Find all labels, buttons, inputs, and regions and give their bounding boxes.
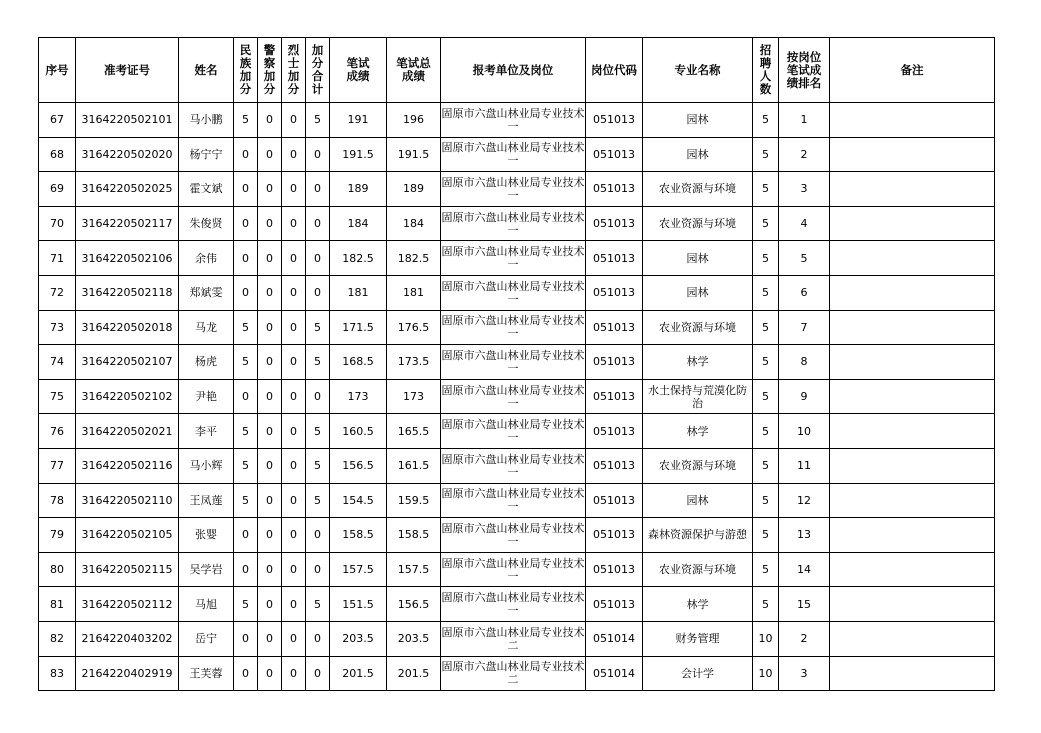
cell-rank: 2 [779, 621, 830, 656]
cell-rank: 14 [779, 552, 830, 587]
cell-rank: 1 [779, 103, 830, 138]
cell-written-total: 173.5 [387, 345, 441, 380]
cell-bonus-total: 0 [306, 206, 330, 241]
cell-written-score: 181 [330, 275, 387, 310]
cell-bonus-total: 5 [306, 448, 330, 483]
table-row [39, 103, 995, 138]
cell-martyr-bonus: 0 [282, 656, 306, 691]
cell-seq: 67 [39, 103, 76, 138]
cell-major: 森林资源保护与游憩 [643, 518, 753, 553]
cell-unit-position: 固原市六盘山林业局专业技术一 [441, 206, 586, 241]
cell-exam-id: 2164220402919 [76, 656, 179, 691]
cell-remarks [830, 172, 995, 207]
cell-remarks [830, 206, 995, 241]
cell-police-bonus: 0 [258, 310, 282, 345]
cell-martyr-bonus: 0 [282, 275, 306, 310]
cell-martyr-bonus: 0 [282, 103, 306, 138]
cell-ethnic-bonus: 0 [234, 552, 258, 587]
cell-unit-position: 固原市六盘山林业局专业技术一 [441, 552, 586, 587]
table-row [39, 379, 995, 414]
cell-remarks [830, 414, 995, 449]
table-row [39, 241, 995, 276]
cell-rank: 9 [779, 379, 830, 414]
cell-major: 林学 [643, 587, 753, 622]
cell-rank: 6 [779, 275, 830, 310]
cell-major: 园林 [643, 137, 753, 172]
table-row [39, 518, 995, 553]
cell-recruit-count: 5 [753, 414, 779, 449]
cell-recruit-count: 5 [753, 483, 779, 518]
cell-unit-position: 固原市六盘山林业局专业技术一 [441, 241, 586, 276]
cell-ethnic-bonus: 5 [234, 103, 258, 138]
cell-position-code: 051013 [586, 345, 643, 380]
cell-rank: 8 [779, 345, 830, 380]
cell-written-total: 158.5 [387, 518, 441, 553]
cell-written-total: 165.5 [387, 414, 441, 449]
cell-written-total: 159.5 [387, 483, 441, 518]
cell-major: 林学 [643, 414, 753, 449]
cell-police-bonus: 0 [258, 345, 282, 380]
table-row [39, 587, 995, 622]
cell-police-bonus: 0 [258, 241, 282, 276]
cell-written-total: 157.5 [387, 552, 441, 587]
cell-rank: 13 [779, 518, 830, 553]
header-unit-position: 报考单位及岗位 [441, 38, 586, 103]
cell-bonus-total: 0 [306, 621, 330, 656]
cell-written-score: 182.5 [330, 241, 387, 276]
cell-unit-position: 固原市六盘山林业局专业技术一 [441, 414, 586, 449]
cell-seq: 80 [39, 552, 76, 587]
cell-bonus-total: 0 [306, 241, 330, 276]
cell-seq: 82 [39, 621, 76, 656]
cell-police-bonus: 0 [258, 552, 282, 587]
cell-remarks [830, 379, 995, 414]
cell-recruit-count: 5 [753, 552, 779, 587]
cell-recruit-count: 5 [753, 345, 779, 380]
cell-recruit-count: 5 [753, 310, 779, 345]
cell-bonus-total: 0 [306, 552, 330, 587]
cell-martyr-bonus: 0 [282, 414, 306, 449]
cell-bonus-total: 0 [306, 137, 330, 172]
cell-seq: 70 [39, 206, 76, 241]
table-row [39, 275, 995, 310]
cell-ethnic-bonus: 5 [234, 414, 258, 449]
cell-ethnic-bonus: 0 [234, 656, 258, 691]
cell-seq: 76 [39, 414, 76, 449]
cell-exam-id: 3164220502110 [76, 483, 179, 518]
cell-martyr-bonus: 0 [282, 206, 306, 241]
cell-written-total: 191.5 [387, 137, 441, 172]
cell-unit-position: 固原市六盘山林业局专业技术一 [441, 518, 586, 553]
cell-police-bonus: 0 [258, 621, 282, 656]
header-rank: 按岗位笔试成绩排名 [779, 38, 830, 103]
table-row [39, 656, 995, 691]
cell-exam-id: 3164220502107 [76, 345, 179, 380]
cell-written-total: 189 [387, 172, 441, 207]
cell-written-score: 154.5 [330, 483, 387, 518]
cell-unit-position: 固原市六盘山林业局专业技术一 [441, 103, 586, 138]
table-row [39, 137, 995, 172]
cell-seq: 78 [39, 483, 76, 518]
cell-police-bonus: 0 [258, 103, 282, 138]
cell-name: 王芙蓉 [179, 656, 234, 691]
cell-seq: 71 [39, 241, 76, 276]
cell-recruit-count: 5 [753, 518, 779, 553]
table-row [39, 172, 995, 207]
cell-recruit-count: 5 [753, 241, 779, 276]
cell-bonus-total: 0 [306, 379, 330, 414]
cell-written-score: 157.5 [330, 552, 387, 587]
cell-martyr-bonus: 0 [282, 483, 306, 518]
cell-name: 马龙 [179, 310, 234, 345]
cell-recruit-count: 5 [753, 137, 779, 172]
table-row [39, 483, 995, 518]
cell-bonus-total: 5 [306, 483, 330, 518]
cell-position-code: 051013 [586, 448, 643, 483]
cell-ethnic-bonus: 0 [234, 137, 258, 172]
cell-position-code: 051013 [586, 379, 643, 414]
cell-major: 农业资源与环境 [643, 206, 753, 241]
cell-exam-id: 3164220502101 [76, 103, 179, 138]
header-major: 专业名称 [643, 38, 753, 103]
cell-rank: 3 [779, 172, 830, 207]
table-row [39, 206, 995, 241]
cell-bonus-total: 5 [306, 414, 330, 449]
table-row [39, 621, 995, 656]
cell-name: 余伟 [179, 241, 234, 276]
cell-name: 王凤莲 [179, 483, 234, 518]
cell-martyr-bonus: 0 [282, 552, 306, 587]
cell-remarks [830, 103, 995, 138]
header-exam-id: 准考证号 [76, 38, 179, 103]
cell-seq: 77 [39, 448, 76, 483]
cell-seq: 79 [39, 518, 76, 553]
cell-major: 林学 [643, 345, 753, 380]
cell-major: 水土保持与荒漠化防治 [643, 379, 753, 414]
cell-martyr-bonus: 0 [282, 241, 306, 276]
cell-remarks [830, 448, 995, 483]
cell-bonus-total: 5 [306, 103, 330, 138]
cell-written-score: 171.5 [330, 310, 387, 345]
cell-remarks [830, 656, 995, 691]
cell-written-score: 173 [330, 379, 387, 414]
table-row [39, 310, 995, 345]
cell-written-total: 156.5 [387, 587, 441, 622]
cell-police-bonus: 0 [258, 275, 282, 310]
cell-recruit-count: 10 [753, 621, 779, 656]
cell-police-bonus: 0 [258, 379, 282, 414]
cell-police-bonus: 0 [258, 206, 282, 241]
cell-remarks [830, 587, 995, 622]
cell-recruit-count: 5 [753, 587, 779, 622]
cell-major: 会计学 [643, 656, 753, 691]
cell-remarks [830, 483, 995, 518]
cell-written-score: 203.5 [330, 621, 387, 656]
cell-position-code: 051013 [586, 414, 643, 449]
cell-position-code: 051013 [586, 275, 643, 310]
header-seq: 序号 [39, 38, 76, 103]
cell-written-score: 158.5 [330, 518, 387, 553]
cell-written-total: 182.5 [387, 241, 441, 276]
cell-position-code: 051014 [586, 656, 643, 691]
cell-remarks [830, 137, 995, 172]
cell-police-bonus: 0 [258, 172, 282, 207]
cell-major: 园林 [643, 483, 753, 518]
cell-major: 农业资源与环境 [643, 172, 753, 207]
cell-rank: 5 [779, 241, 830, 276]
cell-exam-id: 3164220502112 [76, 587, 179, 622]
cell-name: 李平 [179, 414, 234, 449]
cell-police-bonus: 0 [258, 587, 282, 622]
cell-martyr-bonus: 0 [282, 448, 306, 483]
header-written-total: 笔试总成绩 [387, 38, 441, 103]
cell-recruit-count: 5 [753, 172, 779, 207]
cell-unit-position: 固原市六盘山林业局专业技术一 [441, 310, 586, 345]
cell-written-total: 196 [387, 103, 441, 138]
cell-martyr-bonus: 0 [282, 621, 306, 656]
cell-name: 杨宁宁 [179, 137, 234, 172]
cell-martyr-bonus: 0 [282, 587, 306, 622]
cell-unit-position: 固原市六盘山林业局专业技术二 [441, 621, 586, 656]
cell-remarks [830, 275, 995, 310]
cell-position-code: 051013 [586, 241, 643, 276]
cell-written-score: 191 [330, 103, 387, 138]
cell-written-total: 203.5 [387, 621, 441, 656]
cell-position-code: 051013 [586, 137, 643, 172]
cell-ethnic-bonus: 5 [234, 310, 258, 345]
cell-bonus-total: 0 [306, 518, 330, 553]
cell-written-score: 191.5 [330, 137, 387, 172]
cell-martyr-bonus: 0 [282, 137, 306, 172]
cell-ethnic-bonus: 0 [234, 379, 258, 414]
cell-ethnic-bonus: 0 [234, 621, 258, 656]
header-police-bonus: 警察加分 [258, 38, 282, 103]
cell-unit-position: 固原市六盘山林业局专业技术一 [441, 137, 586, 172]
cell-rank: 7 [779, 310, 830, 345]
cell-unit-position: 固原市六盘山林业局专业技术二 [441, 656, 586, 691]
cell-name: 张婴 [179, 518, 234, 553]
cell-bonus-total: 5 [306, 310, 330, 345]
header-bonus-total: 加分合计 [306, 38, 330, 103]
cell-major: 财务管理 [643, 621, 753, 656]
cell-major: 农业资源与环境 [643, 310, 753, 345]
cell-position-code: 051013 [586, 310, 643, 345]
cell-exam-id: 3164220502118 [76, 275, 179, 310]
cell-unit-position: 固原市六盘山林业局专业技术一 [441, 275, 586, 310]
header-martyr-bonus: 烈士加分 [282, 38, 306, 103]
cell-remarks [830, 621, 995, 656]
cell-unit-position: 固原市六盘山林业局专业技术一 [441, 448, 586, 483]
cell-name: 吴学岩 [179, 552, 234, 587]
cell-bonus-total: 5 [306, 345, 330, 380]
cell-recruit-count: 10 [753, 656, 779, 691]
cell-police-bonus: 0 [258, 137, 282, 172]
cell-remarks [830, 518, 995, 553]
cell-remarks [830, 310, 995, 345]
header-remarks: 备注 [830, 38, 995, 103]
cell-written-score: 160.5 [330, 414, 387, 449]
cell-exam-id: 3164220502102 [76, 379, 179, 414]
header-position-code: 岗位代码 [586, 38, 643, 103]
cell-written-score: 168.5 [330, 345, 387, 380]
cell-police-bonus: 0 [258, 448, 282, 483]
cell-position-code: 051013 [586, 552, 643, 587]
cell-rank: 4 [779, 206, 830, 241]
cell-ethnic-bonus: 5 [234, 483, 258, 518]
cell-position-code: 051013 [586, 587, 643, 622]
cell-exam-id: 2164220403202 [76, 621, 179, 656]
cell-major: 农业资源与环境 [643, 448, 753, 483]
header-ethnic-bonus: 民族加分 [234, 38, 258, 103]
cell-written-score: 156.5 [330, 448, 387, 483]
cell-seq: 75 [39, 379, 76, 414]
cell-exam-id: 3164220502117 [76, 206, 179, 241]
cell-bonus-total: 0 [306, 656, 330, 691]
cell-name: 杨虎 [179, 345, 234, 380]
cell-rank: 12 [779, 483, 830, 518]
cell-remarks [830, 345, 995, 380]
cell-seq: 73 [39, 310, 76, 345]
header-written-score: 笔试成绩 [330, 38, 387, 103]
cell-unit-position: 固原市六盘山林业局专业技术一 [441, 483, 586, 518]
cell-remarks [830, 552, 995, 587]
cell-ethnic-bonus: 0 [234, 518, 258, 553]
cell-written-score: 184 [330, 206, 387, 241]
cell-name: 朱俊贤 [179, 206, 234, 241]
score-table [38, 37, 995, 691]
cell-ethnic-bonus: 0 [234, 206, 258, 241]
cell-major: 园林 [643, 241, 753, 276]
cell-unit-position: 固原市六盘山林业局专业技术一 [441, 379, 586, 414]
cell-written-score: 201.5 [330, 656, 387, 691]
cell-exam-id: 3164220502105 [76, 518, 179, 553]
cell-seq: 74 [39, 345, 76, 380]
cell-recruit-count: 5 [753, 206, 779, 241]
cell-bonus-total: 0 [306, 172, 330, 207]
cell-ethnic-bonus: 5 [234, 448, 258, 483]
header-recruit-count: 招聘人数 [753, 38, 779, 103]
cell-martyr-bonus: 0 [282, 172, 306, 207]
cell-ethnic-bonus: 0 [234, 241, 258, 276]
cell-unit-position: 固原市六盘山林业局专业技术一 [441, 345, 586, 380]
cell-recruit-count: 5 [753, 275, 779, 310]
cell-position-code: 051014 [586, 621, 643, 656]
table-body [39, 103, 995, 691]
cell-rank: 3 [779, 656, 830, 691]
cell-major: 园林 [643, 275, 753, 310]
cell-martyr-bonus: 0 [282, 518, 306, 553]
cell-position-code: 051013 [586, 518, 643, 553]
cell-written-score: 189 [330, 172, 387, 207]
cell-name: 马旭 [179, 587, 234, 622]
cell-position-code: 051013 [586, 483, 643, 518]
cell-police-bonus: 0 [258, 656, 282, 691]
cell-exam-id: 3164220502025 [76, 172, 179, 207]
cell-bonus-total: 5 [306, 587, 330, 622]
cell-seq: 72 [39, 275, 76, 310]
cell-name: 霍文斌 [179, 172, 234, 207]
cell-remarks [830, 241, 995, 276]
cell-name: 郑斌雯 [179, 275, 234, 310]
cell-written-total: 181 [387, 275, 441, 310]
header-name: 姓名 [179, 38, 234, 103]
cell-martyr-bonus: 0 [282, 379, 306, 414]
cell-position-code: 051013 [586, 172, 643, 207]
cell-name: 马小辉 [179, 448, 234, 483]
cell-written-total: 173 [387, 379, 441, 414]
header-row [39, 38, 995, 103]
cell-written-total: 201.5 [387, 656, 441, 691]
cell-police-bonus: 0 [258, 414, 282, 449]
cell-written-total: 176.5 [387, 310, 441, 345]
cell-rank: 11 [779, 448, 830, 483]
cell-major: 农业资源与环境 [643, 552, 753, 587]
cell-written-score: 151.5 [330, 587, 387, 622]
cell-exam-id: 3164220502020 [76, 137, 179, 172]
cell-major: 园林 [643, 103, 753, 138]
cell-unit-position: 固原市六盘山林业局专业技术一 [441, 587, 586, 622]
cell-written-total: 184 [387, 206, 441, 241]
cell-ethnic-bonus: 5 [234, 587, 258, 622]
cell-exam-id: 3164220502116 [76, 448, 179, 483]
cell-police-bonus: 0 [258, 483, 282, 518]
cell-position-code: 051013 [586, 206, 643, 241]
cell-martyr-bonus: 0 [282, 345, 306, 380]
cell-rank: 15 [779, 587, 830, 622]
cell-rank: 2 [779, 137, 830, 172]
cell-rank: 10 [779, 414, 830, 449]
cell-exam-id: 3164220502018 [76, 310, 179, 345]
cell-recruit-count: 5 [753, 448, 779, 483]
cell-recruit-count: 5 [753, 103, 779, 138]
cell-seq: 68 [39, 137, 76, 172]
cell-exam-id: 3164220502106 [76, 241, 179, 276]
cell-martyr-bonus: 0 [282, 310, 306, 345]
cell-exam-id: 3164220502021 [76, 414, 179, 449]
table-row [39, 414, 995, 449]
cell-ethnic-bonus: 0 [234, 172, 258, 207]
cell-recruit-count: 5 [753, 379, 779, 414]
table-row [39, 552, 995, 587]
cell-exam-id: 3164220502115 [76, 552, 179, 587]
cell-name: 岳宁 [179, 621, 234, 656]
table-row [39, 448, 995, 483]
cell-ethnic-bonus: 5 [234, 345, 258, 380]
cell-written-total: 161.5 [387, 448, 441, 483]
cell-position-code: 051013 [586, 103, 643, 138]
cell-bonus-total: 0 [306, 275, 330, 310]
cell-seq: 81 [39, 587, 76, 622]
cell-name: 马小鹏 [179, 103, 234, 138]
cell-ethnic-bonus: 0 [234, 275, 258, 310]
cell-police-bonus: 0 [258, 518, 282, 553]
table-row [39, 345, 995, 380]
cell-name: 尹艳 [179, 379, 234, 414]
cell-seq: 83 [39, 656, 76, 691]
cell-unit-position: 固原市六盘山林业局专业技术一 [441, 172, 586, 207]
cell-seq: 69 [39, 172, 76, 207]
